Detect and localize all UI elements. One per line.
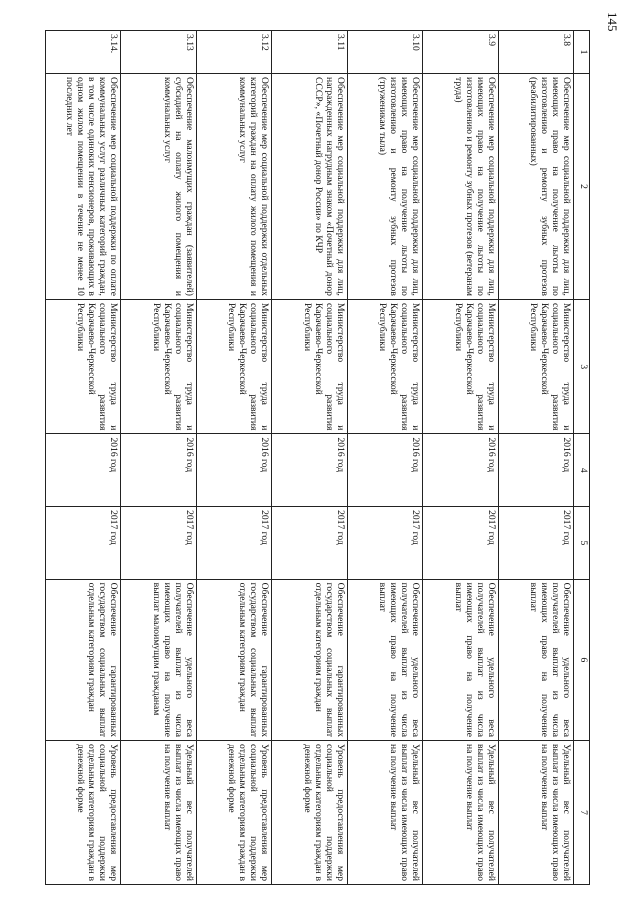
measure-name-cell: Обеспечение малоимущих граждан (заявителей) субсидией на оплату жилого помещения и коммунальных услуг bbox=[121, 74, 196, 300]
indicator-cell: Удельный вес получателей выплат из числа имеющих право на получение выплат bbox=[347, 741, 422, 885]
expected-result-cell: Обеспечение гарантированных государством социальных выплат отдельным категориям граждан bbox=[272, 579, 347, 740]
executor-cell: Министерство труда и социального развития Карачаево-Черкесской Республики bbox=[347, 299, 422, 433]
table-row bbox=[423, 31, 498, 885]
start-year-cell: 2016 год bbox=[196, 434, 271, 507]
expected-result-cell: Обеспечение гарантированных государством социальных выплат отдельным категориям граждан bbox=[196, 579, 271, 740]
measure-name-cell: Обеспечение мер социальной поддержки отдельных категорий граждан на оплату жилого помещения и коммунальных услуг bbox=[196, 74, 271, 300]
executor-cell: Министерство труда и социального развития Карачаево-Черкесской Республики bbox=[196, 299, 271, 433]
row-number-cell: 3.11 bbox=[272, 31, 347, 74]
start-year-cell: 2016 год bbox=[46, 434, 121, 507]
end-year-cell: 2017 год bbox=[272, 507, 347, 580]
table-row bbox=[272, 31, 347, 885]
measure-name-cell: Обеспечение мер социальной поддержки по оплате коммунальных услуг различных категорий граждан, в том числе одиноких пенсионеров, проживающих в одном жилом помещении в течение не менее 10 последних лет bbox=[46, 74, 121, 300]
row-number-cell: 3.8 bbox=[498, 31, 573, 74]
start-year-cell: 2016 год bbox=[498, 434, 573, 507]
measure-name-cell: Обеспечение мер социальной поддержки для лиц, награжденных нагрудным знаком «Почетный донор СССР», «Почетный донор России» по КЧР bbox=[272, 74, 347, 300]
measure-name-cell: Обеспечение мер социальной поддержки для лиц, имеющих право на получение льготы по изготовлению и ремонту зубных протезов (труженикам тыла) bbox=[347, 74, 422, 300]
end-year-cell: 2017 год bbox=[347, 507, 422, 580]
column-number: 2 bbox=[574, 74, 590, 300]
start-year-cell: 2016 год bbox=[272, 434, 347, 507]
table-row bbox=[46, 31, 121, 885]
measure-name-cell: Обеспечение мер социальной поддержки для лиц, имеющих право на получение льготы по изготовлению и ремонту зубных протезов (ветеранам труда) bbox=[423, 74, 498, 300]
executor-cell: Министерство труда и социального развития Карачаево-Черкесской Республики bbox=[498, 299, 573, 433]
expected-result-cell: Обеспечение удельного веса получателей выплат из числа имеющих право на получение выплат bbox=[498, 579, 573, 740]
column-number: 1 bbox=[574, 31, 590, 74]
column-number-row bbox=[574, 31, 590, 885]
start-year-cell: 2016 год bbox=[121, 434, 196, 507]
indicator-cell: Удельный вес получателей выплат из числа имеющих право на получение выплат bbox=[498, 741, 573, 885]
table-row bbox=[121, 31, 196, 885]
row-number-cell: 3.13 bbox=[121, 31, 196, 74]
column-number: 6 bbox=[574, 579, 590, 740]
expected-result-cell: Обеспечение гарантированных государством социальных выплат отдельным категориям граждан bbox=[46, 579, 121, 740]
table-row bbox=[196, 31, 271, 885]
program-measures-table bbox=[45, 30, 590, 885]
row-number-cell: 3.12 bbox=[196, 31, 271, 74]
executor-cell: Министерство труда и социального развития Карачаево-Черкесской Республики bbox=[121, 299, 196, 433]
table-row bbox=[347, 31, 422, 885]
row-number-cell: 3.14. bbox=[46, 31, 121, 74]
start-year-cell: 2016 год bbox=[423, 434, 498, 507]
row-number-cell: 3.10 bbox=[347, 31, 422, 74]
column-number: 4 bbox=[574, 434, 590, 507]
indicator-cell: Удельный вес получателей выплат из числа имеющих право на получение выплат bbox=[121, 741, 196, 885]
indicator-cell: Удельный вес получателей выплат из числа имеющих право на получение выплат bbox=[423, 741, 498, 885]
start-year-cell: 2016 год bbox=[347, 434, 422, 507]
column-number: 7 bbox=[574, 741, 590, 885]
executor-cell: Министерство труда и социального развития Карачаево-Черкесской Республики bbox=[272, 299, 347, 433]
page-number: 145 bbox=[605, 12, 620, 32]
table-row bbox=[498, 31, 573, 885]
indicator-cell: Уровень предоставления мер социальной поддержки отдельным категориям граждан в денежной форме bbox=[272, 741, 347, 885]
column-number: 5 bbox=[574, 507, 590, 580]
indicator-cell: Уровень предоставления мер социальной поддержки отдельным категориям граждан в денежной форме bbox=[196, 741, 271, 885]
end-year-cell: 2017 год bbox=[121, 507, 196, 580]
expected-result-cell: Обеспечение удельного веса получателей выплат из числа имеющих право на получение выплат малоимущим гражданам bbox=[121, 579, 196, 740]
expected-result-cell: Обеспечение удельного веса получателей выплат из числа имеющих право на получение выплат bbox=[423, 579, 498, 740]
end-year-cell: 2017 год bbox=[196, 507, 271, 580]
indicator-cell: Уровень предоставления мер социальной поддержки отдельным категориям граждан в денежной форме bbox=[46, 741, 121, 885]
expected-result-cell: Обеспечение удельного веса получателей выплат из числа имеющих право на получение выплат bbox=[347, 579, 422, 740]
row-number-cell: 3.9 bbox=[423, 31, 498, 74]
column-number: 3 bbox=[574, 299, 590, 433]
end-year-cell: 2017 год bbox=[46, 507, 121, 580]
executor-cell: Министерство труда и социального развития Карачаево-Черкесской Республики bbox=[423, 299, 498, 433]
measure-name-cell: Обеспечение мер социальной поддержки для лиц, имеющих право на получение льготы по изготовлению и ремонту зубных протезов (реабилитированных) bbox=[498, 74, 573, 300]
executor-cell: Министерство труда и социального развития Карачаево-Черкесской Республики bbox=[46, 299, 121, 433]
end-year-cell: 2017 год bbox=[423, 507, 498, 580]
end-year-cell: 2017 год bbox=[498, 507, 573, 580]
